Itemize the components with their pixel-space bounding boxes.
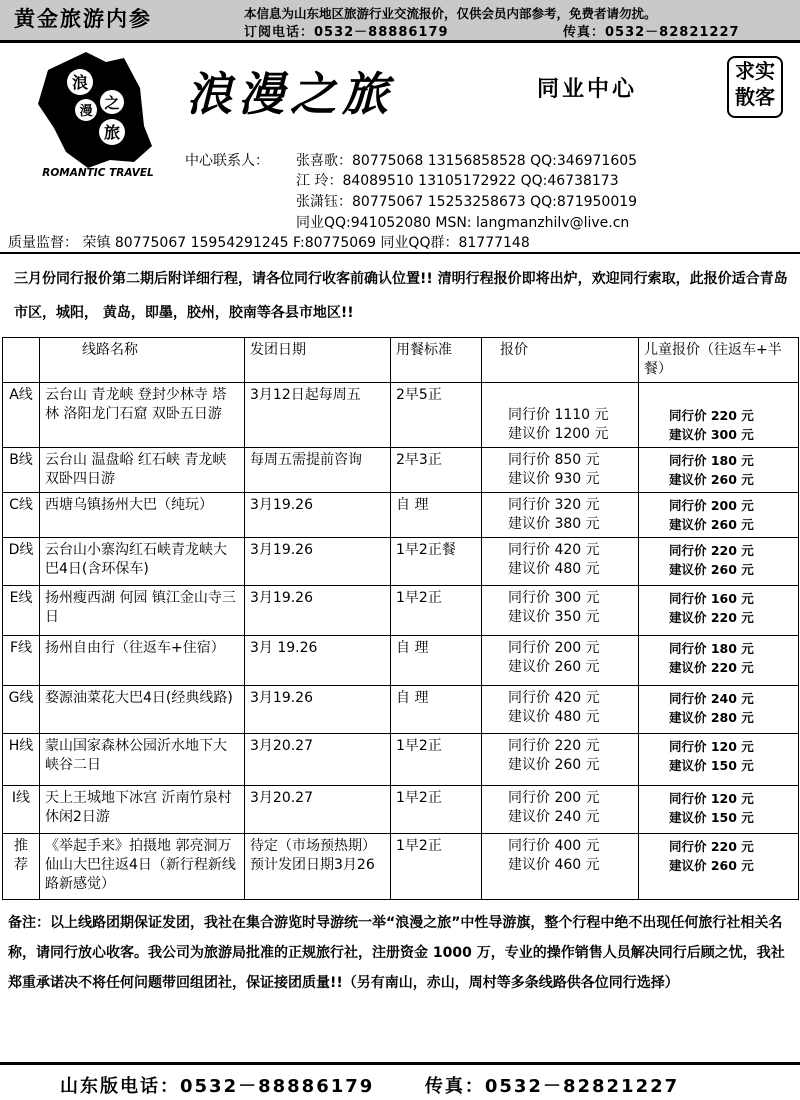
child-suggested-price: 建议价 280 元 bbox=[669, 710, 754, 725]
route-name: 云台山 温盘峪 红石峡 青龙峡 双卧四日游 bbox=[40, 448, 245, 493]
meal-standard: 1早2正 bbox=[391, 786, 482, 834]
price-cell bbox=[482, 786, 639, 834]
publication-title: 黄金旅游内参 bbox=[14, 7, 152, 31]
child-price-cell bbox=[639, 834, 799, 900]
price-cell bbox=[482, 586, 639, 636]
child-price-cell bbox=[639, 448, 799, 493]
child-price-cell bbox=[639, 493, 799, 538]
suggested-price: 建议价 480 元 bbox=[508, 561, 600, 577]
route-name: 云台山 青龙峡 登封少林寺 塔林 洛阳龙门石窟 双卧五日游 bbox=[40, 383, 245, 448]
meal-standard: 1早2正 bbox=[391, 834, 482, 900]
logo-char-4: 旅 bbox=[103, 123, 121, 142]
departure-date: 3月20.27 bbox=[245, 734, 391, 786]
table-row bbox=[3, 493, 799, 538]
table-row bbox=[3, 834, 799, 900]
header-child-price: 儿童报价（往返车+半餐） bbox=[639, 338, 799, 383]
section-divider bbox=[0, 252, 800, 254]
route-code: 推荐 bbox=[3, 834, 40, 900]
header-meal: 用餐标准 bbox=[391, 338, 482, 383]
route-code: D线 bbox=[3, 538, 40, 586]
route-code: F线 bbox=[3, 636, 40, 686]
child-trade-price: 同行价 180 元 bbox=[669, 453, 754, 468]
meal-standard: 自 理 bbox=[391, 636, 482, 686]
child-price-cell bbox=[639, 734, 799, 786]
header-date: 发团日期 bbox=[245, 338, 391, 383]
route-name: 扬州自由行（往返车+住宿） bbox=[40, 636, 245, 686]
remarks: 备注：以上线路团期保证发团，我社在集合游览时导游统一举“浪漫之旅”中性导游旗，整个行程中绝不出现任何旅行社相关名称，请同行放心收客。我公司为旅游局批准的正规旅行社，注册资金 1000 万，专业的操作销售人员解决同行后顾之忧，我社郑重承诺决不将任何问题带回组团社，保证接团质量!!（另有南山，赤山，周村等多条线路供各位同行选择） bbox=[8, 915, 785, 991]
price-cell bbox=[482, 734, 639, 786]
child-trade-price: 同行价 220 元 bbox=[669, 408, 754, 423]
footer-contact bbox=[60, 1072, 679, 1098]
route-code: G线 bbox=[3, 686, 40, 734]
trade-price: 同行价 420 元 bbox=[508, 690, 600, 706]
header-band bbox=[0, 0, 800, 40]
trade-price: 同行价 1110 元 bbox=[508, 407, 609, 423]
child-price-cell bbox=[639, 786, 799, 834]
child-suggested-price: 建议价 260 元 bbox=[669, 858, 754, 873]
child-trade-price: 同行价 240 元 bbox=[669, 691, 754, 706]
price-cell bbox=[482, 834, 639, 900]
contacts-label: 中心联系人： bbox=[185, 153, 269, 169]
table-row bbox=[3, 734, 799, 786]
suggested-price: 建议价 930 元 bbox=[508, 471, 600, 487]
trade-price: 同行价 320 元 bbox=[508, 497, 600, 513]
child-trade-price: 同行价 200 元 bbox=[669, 498, 754, 513]
company-logo bbox=[28, 48, 168, 180]
suggested-price: 建议价 1200 元 bbox=[508, 426, 609, 442]
child-suggested-price: 建议价 220 元 bbox=[669, 660, 754, 675]
header-price: 报价 bbox=[482, 338, 639, 383]
suggested-price: 建议价 460 元 bbox=[508, 857, 600, 873]
trade-price: 同行价 200 元 bbox=[508, 640, 600, 656]
child-price-cell bbox=[639, 538, 799, 586]
child-suggested-price: 建议价 220 元 bbox=[669, 610, 754, 625]
departure-date: 3月19.26 bbox=[245, 493, 391, 538]
header-label bbox=[3, 338, 40, 383]
trade-price: 同行价 850 元 bbox=[508, 452, 600, 468]
seal-line-2: 散客 bbox=[735, 85, 775, 109]
child-price-cell bbox=[639, 383, 799, 448]
trade-price: 同行价 400 元 bbox=[508, 838, 600, 854]
trade-price: 同行价 300 元 bbox=[508, 590, 600, 606]
header-divider bbox=[0, 40, 800, 43]
contact-line: 同业QQ:941052080 MSN: langmanzhilv@live.cn bbox=[296, 215, 630, 231]
route-name: 天上王城地下冰宫 沂南竹泉村休闲2日游 bbox=[40, 786, 245, 834]
child-price-cell bbox=[639, 636, 799, 686]
header-route: 线路名称 bbox=[40, 338, 245, 383]
table-row bbox=[3, 636, 799, 686]
child-trade-price: 同行价 120 元 bbox=[669, 739, 754, 754]
table-row bbox=[3, 686, 799, 734]
child-trade-price: 同行价 120 元 bbox=[669, 791, 754, 806]
logo-tagline: ROMANTIC TRAVEL bbox=[42, 167, 154, 179]
child-suggested-price: 建议价 260 元 bbox=[669, 562, 754, 577]
logo-char-3: 之 bbox=[104, 94, 120, 112]
header-notice: 本信息为山东地区旅游行业交流报价，仅供会员内部参考，免费者请勿扰。 bbox=[244, 6, 657, 21]
route-code: C线 bbox=[3, 493, 40, 538]
departure-date: 3月12日起每周五 bbox=[245, 383, 391, 448]
price-cell bbox=[482, 448, 639, 493]
route-name: 婺源油菜花大巴4日(经典线路) bbox=[40, 686, 245, 734]
child-price-cell bbox=[639, 586, 799, 636]
table-row bbox=[3, 586, 799, 636]
trade-price: 同行价 420 元 bbox=[508, 542, 600, 558]
meal-standard: 自 理 bbox=[391, 686, 482, 734]
meal-standard: 2早3正 bbox=[391, 448, 482, 493]
route-code: I线 bbox=[3, 786, 40, 834]
departure-date: 3月 19.26 bbox=[245, 636, 391, 686]
route-name: 蒙山国家森林公园沂水地下大峡谷二日 bbox=[40, 734, 245, 786]
departure-date: 3月19.26 bbox=[245, 538, 391, 586]
departure-date: 3月19.26 bbox=[245, 586, 391, 636]
logo-char-2: 漫 bbox=[79, 104, 93, 119]
price-cell bbox=[482, 686, 639, 734]
table-row bbox=[3, 538, 799, 586]
departure-date: 每周五需提前咨询 bbox=[245, 448, 391, 493]
child-trade-price: 同行价 180 元 bbox=[669, 641, 754, 656]
header-fax: 传真：0532－82821227 bbox=[563, 25, 740, 40]
child-suggested-price: 建议价 260 元 bbox=[669, 517, 754, 532]
table-header-row bbox=[3, 338, 799, 383]
meal-standard: 1早2正 bbox=[391, 734, 482, 786]
center-name: 同业中心 bbox=[537, 77, 638, 102]
route-code: E线 bbox=[3, 586, 40, 636]
intro-notice: 三月份同行报价第二期后附详细行程，请各位同行收客前确认位置!! 清明行程报价即将出炉，欢迎同行索取，此报价适合青岛市区，城阳， 黄岛，即墨，胶州，胶南等各县市地区!! bbox=[14, 271, 788, 321]
child-trade-price: 同行价 160 元 bbox=[669, 591, 754, 606]
quality-supervision: 质量监督： 荣镇 80775067 15954291245 F:80775069 同业QQ群：81777148 bbox=[8, 235, 530, 251]
child-price-cell bbox=[639, 686, 799, 734]
child-suggested-price: 建议价 260 元 bbox=[669, 472, 754, 487]
suggested-price: 建议价 260 元 bbox=[508, 757, 600, 773]
meal-standard: 1早2正 bbox=[391, 586, 482, 636]
suggested-price: 建议价 480 元 bbox=[508, 709, 600, 725]
route-name: 《举起手来》拍摄地 郭亮洞万仙山大巴往返4日（新行程新线路新感觉） bbox=[40, 834, 245, 900]
price-cell bbox=[482, 383, 639, 448]
route-name: 云台山小寨沟红石峡青龙峡大巴4日(含环保车) bbox=[40, 538, 245, 586]
table-row bbox=[3, 448, 799, 493]
brand-name: 浪漫之旅 bbox=[186, 67, 394, 121]
contact-line: 张潇钰：80775067 15253258673 QQ:871950019 bbox=[296, 194, 638, 210]
route-code: H线 bbox=[3, 734, 40, 786]
logo-char-1: 浪 bbox=[71, 73, 89, 92]
child-trade-price: 同行价 220 元 bbox=[669, 543, 754, 558]
price-cell bbox=[482, 538, 639, 586]
seal-line-1: 求实 bbox=[735, 59, 775, 83]
routes-table bbox=[2, 337, 799, 900]
child-suggested-price: 建议价 150 元 bbox=[669, 758, 754, 773]
footer-phone: 山东版电话：0532－88886179 bbox=[60, 1076, 375, 1097]
footer-divider bbox=[0, 1062, 800, 1065]
contact-line: 张喜歌：80775068 13156858528 QQ:346971605 bbox=[296, 153, 638, 169]
price-cell bbox=[482, 493, 639, 538]
trade-price: 同行价 200 元 bbox=[508, 790, 600, 806]
suggested-price: 建议价 350 元 bbox=[508, 609, 600, 625]
suggested-price: 建议价 380 元 bbox=[508, 516, 600, 532]
meal-standard: 1早2正餐 bbox=[391, 538, 482, 586]
seal-stamp bbox=[727, 56, 783, 118]
child-trade-price: 同行价 220 元 bbox=[669, 839, 754, 854]
suggested-price: 建议价 240 元 bbox=[508, 809, 600, 825]
departure-date: 待定（市场预热期）预计发团日期3月26 bbox=[245, 834, 391, 900]
suggested-price: 建议价 260 元 bbox=[508, 659, 600, 675]
child-suggested-price: 建议价 150 元 bbox=[669, 810, 754, 825]
price-cell bbox=[482, 636, 639, 686]
route-name: 西塘乌镇扬州大巴（纯玩） bbox=[40, 493, 245, 538]
footer-fax: 传真：0532－82821227 bbox=[424, 1076, 680, 1097]
table-row bbox=[3, 786, 799, 834]
departure-date: 3月20.27 bbox=[245, 786, 391, 834]
contact-line: 江 玲：84089510 13105172922 QQ:46738173 bbox=[296, 173, 619, 189]
trade-price: 同行价 220 元 bbox=[508, 738, 600, 754]
meal-standard: 2早5正 bbox=[391, 383, 482, 448]
subscribe-phone: 订阅电话：0532－88886179 bbox=[244, 25, 449, 40]
table-row bbox=[3, 383, 799, 448]
child-suggested-price: 建议价 300 元 bbox=[669, 427, 754, 442]
meal-standard: 自 理 bbox=[391, 493, 482, 538]
departure-date: 3月19.26 bbox=[245, 686, 391, 734]
route-name: 扬州瘦西湖 何园 镇江金山寺三日 bbox=[40, 586, 245, 636]
route-code: B线 bbox=[3, 448, 40, 493]
route-code: A线 bbox=[3, 383, 40, 448]
